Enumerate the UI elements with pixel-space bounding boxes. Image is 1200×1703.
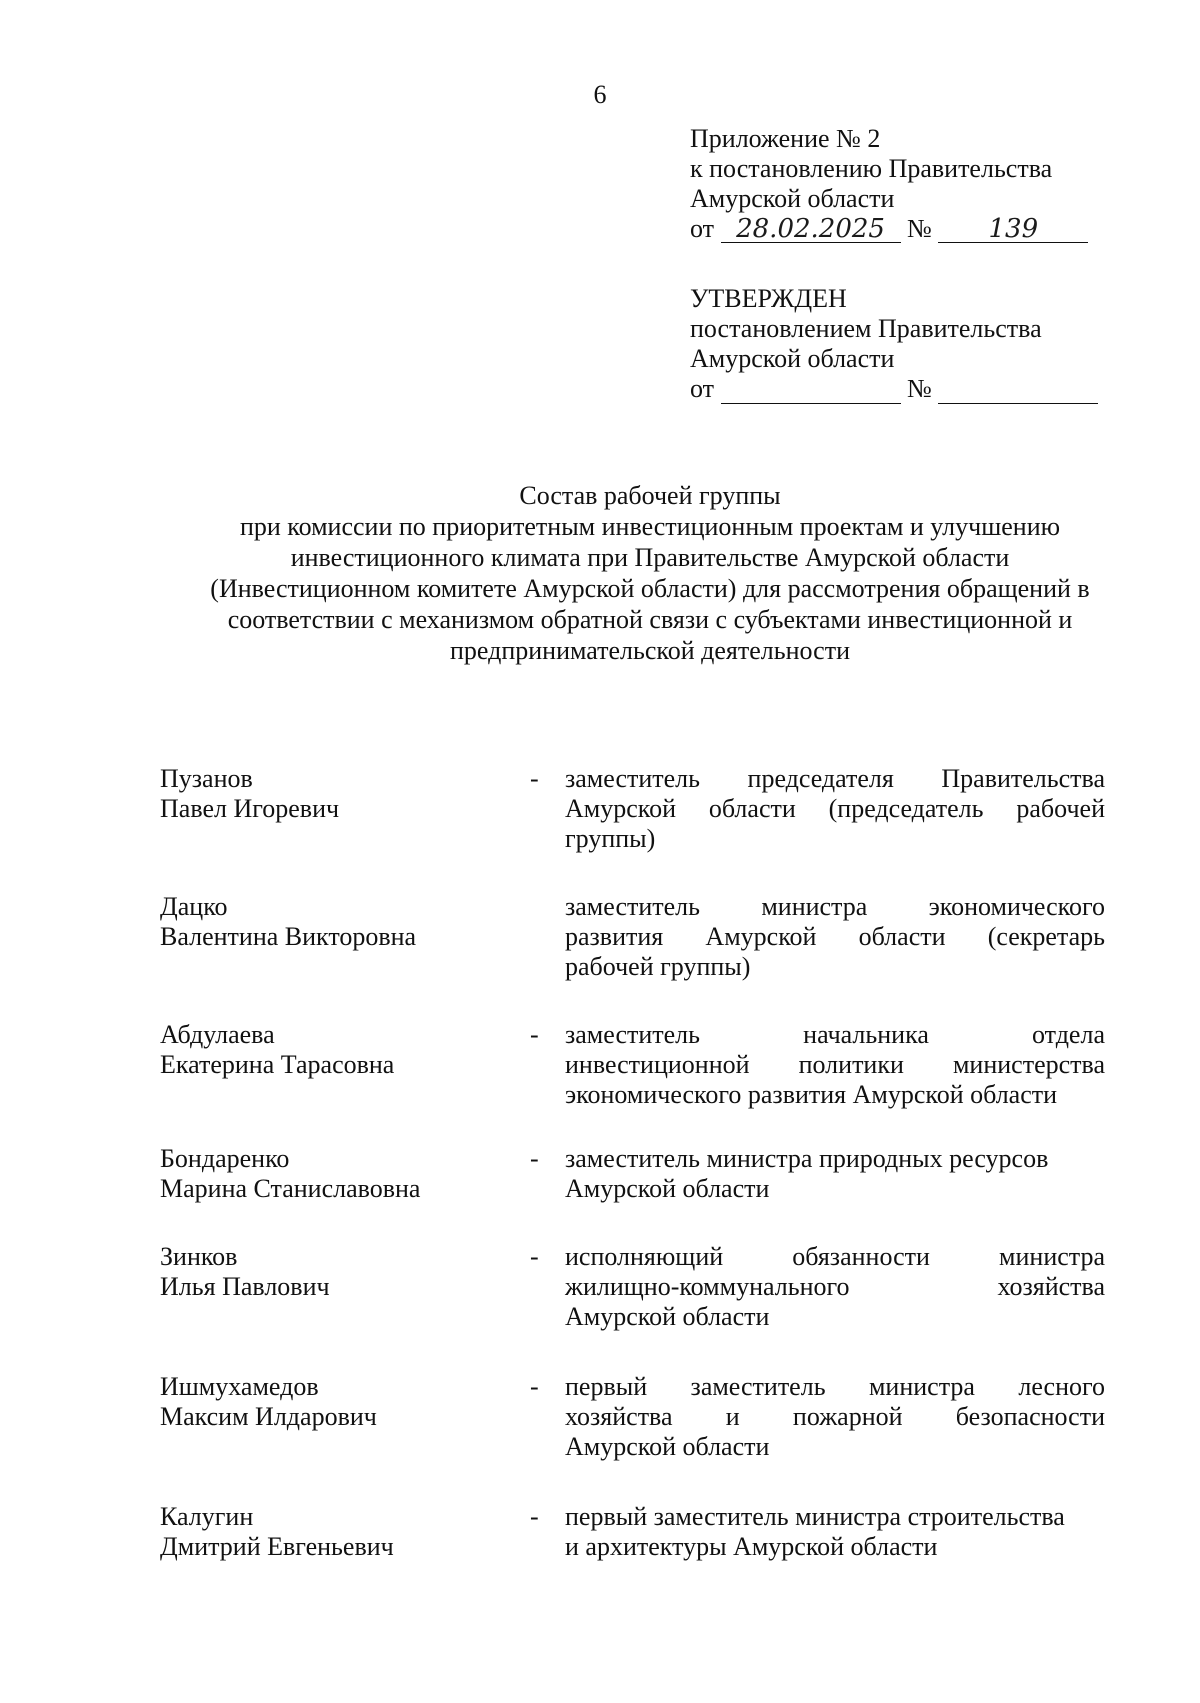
- member-surname: Дацко: [160, 892, 228, 921]
- role-line: группы): [565, 824, 656, 853]
- role-line: рабочей группы): [565, 952, 751, 981]
- approved-region: Амурской области: [690, 344, 895, 373]
- role-line: первый заместитель министра лесного: [565, 1372, 1105, 1401]
- role-line: экономического развития Амурской области: [565, 1080, 1058, 1109]
- document-heading: [150, 480, 1150, 666]
- blank-number-line: [938, 377, 1098, 404]
- approved-from-label: от: [690, 374, 715, 403]
- member-role: [565, 892, 1105, 982]
- role-line: Амурской области: [565, 1432, 770, 1461]
- approved-by: постановлением Правительства: [690, 314, 1042, 343]
- role-line: первый заместитель министра строительства: [565, 1502, 1065, 1531]
- appendix-from-label: от: [690, 214, 715, 243]
- member-surname: Пузанов: [160, 764, 253, 793]
- member-name: [160, 1242, 500, 1302]
- role-line: развития Амурской области (секретарь: [565, 922, 1105, 951]
- heading-line-4: (Инвестиционном комитете Амурской области) для рассмотрения обращений в: [210, 574, 1090, 603]
- member-name: [160, 1144, 500, 1204]
- member-dash: -: [530, 1502, 539, 1531]
- approved-block: [690, 284, 1110, 404]
- heading-line-3: инвестиционного климата при Правительстве Амурской области: [290, 543, 1010, 572]
- approved-dateline: [690, 374, 1110, 404]
- member-name: [160, 1502, 500, 1562]
- heading-line-5: соответствии с механизмом обратной связи с субъектами инвестиционной и: [227, 605, 1073, 634]
- appendix-number-label: №: [907, 214, 932, 243]
- appendix-region: Амурской области: [690, 184, 895, 213]
- heading-line-6: предпринимательской деятельности: [450, 636, 850, 665]
- role-line: заместитель начальника отдела: [565, 1020, 1105, 1049]
- member-role: [565, 1020, 1105, 1110]
- appendix-reference: к постановлению Правительства: [690, 154, 1053, 183]
- member-role: [565, 1144, 1105, 1204]
- member-name: [160, 892, 500, 952]
- role-line: заместитель министра природных ресурсов: [565, 1144, 1049, 1173]
- role-line: заместитель председателя Правительства: [565, 764, 1105, 793]
- role-line: жилищно-коммунального хозяйства: [565, 1272, 1105, 1301]
- member-surname: Ишмухамедов: [160, 1372, 319, 1401]
- role-line: инвестиционной политики министерства: [565, 1050, 1105, 1079]
- role-line: Амурской области: [565, 1302, 770, 1331]
- member-role: [565, 1502, 1105, 1562]
- member-given-names: Максим Илдарович: [160, 1402, 377, 1431]
- role-line: заместитель министра экономического: [565, 892, 1105, 921]
- member-dash: -: [530, 1242, 539, 1271]
- approved-title: УТВЕРЖДЕН: [690, 284, 847, 313]
- member-name: [160, 1020, 500, 1080]
- member-role: [565, 1242, 1105, 1332]
- member-surname: Зинков: [160, 1242, 238, 1271]
- approved-number-label: №: [907, 374, 932, 403]
- page-number: 6: [593, 80, 607, 109]
- member-given-names: Дмитрий Евгеньевич: [160, 1532, 394, 1561]
- role-line: Амурской области: [565, 1174, 770, 1203]
- heading-line-1: Состав рабочей группы: [519, 481, 781, 510]
- member-dash: -: [530, 1020, 539, 1049]
- member-name: [160, 1372, 500, 1432]
- member-surname: Калугин: [160, 1502, 254, 1531]
- role-line: Амурской области (председатель рабочей: [565, 794, 1105, 823]
- member-role: [565, 1372, 1105, 1462]
- member-surname: Бондаренко: [160, 1144, 290, 1173]
- handwritten-number: 139: [938, 216, 1088, 243]
- member-given-names: Валентина Викторовна: [160, 922, 417, 951]
- member-surname: Абдулаева: [160, 1020, 275, 1049]
- blank-date-line: [721, 377, 901, 404]
- role-line: исполняющий обязанности министра: [565, 1242, 1105, 1271]
- heading-line-2: при комиссии по приоритетным инвестиционным проектам и улучшению: [239, 512, 1061, 541]
- member-given-names: Марина Станиславовна: [160, 1174, 421, 1203]
- member-given-names: Екатерина Тарасовна: [160, 1050, 395, 1079]
- member-given-names: Павел Игоревич: [160, 794, 340, 823]
- role-line: и архитектуры Амурской области: [565, 1532, 938, 1561]
- member-name: [160, 764, 500, 824]
- role-line: хозяйства и пожарной безопасности: [565, 1402, 1105, 1431]
- member-given-names: Илья Павлович: [160, 1272, 330, 1301]
- appendix-block: [690, 124, 1110, 244]
- member-dash: -: [530, 1372, 539, 1401]
- member-dash: -: [530, 1144, 539, 1173]
- handwritten-date: 28.02.2025: [721, 216, 901, 243]
- member-role: [565, 764, 1105, 854]
- appendix-dateline: [690, 214, 1110, 244]
- member-dash: -: [530, 764, 539, 793]
- appendix-title: Приложение № 2: [690, 124, 881, 153]
